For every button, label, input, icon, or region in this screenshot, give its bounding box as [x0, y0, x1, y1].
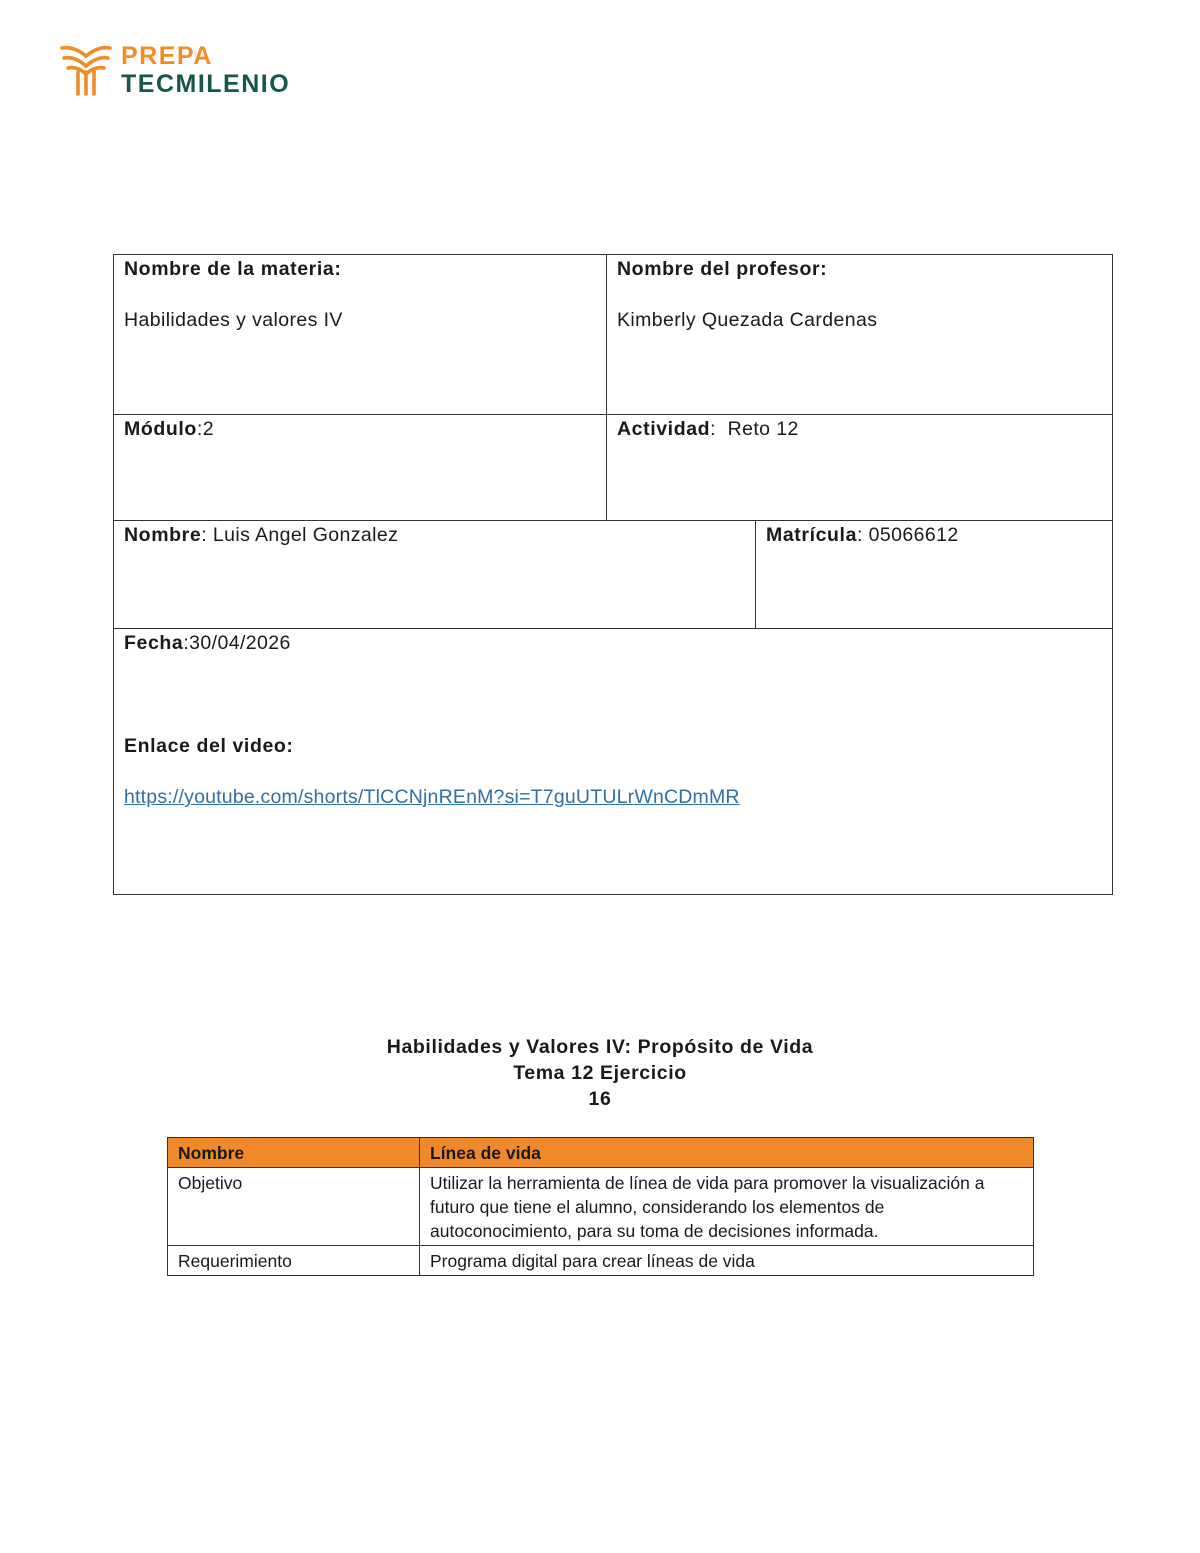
table-row	[168, 1246, 1034, 1276]
student-info-table	[113, 254, 1113, 895]
fecha-enlace-cell	[114, 629, 1113, 895]
matricula-value: : 05066612	[857, 524, 959, 546]
nombre-label: Nombre	[124, 524, 202, 546]
info-row-materia-profesor	[114, 255, 1113, 415]
modulo-cell	[114, 415, 607, 521]
profesor-cell	[607, 255, 1113, 415]
profesor-label: Nombre del profesor:	[617, 258, 828, 280]
actividad-value: : Reto 12	[710, 418, 799, 440]
info-row-modulo-actividad	[114, 415, 1113, 521]
matricula-cell	[756, 521, 1113, 629]
modulo-label: Módulo	[124, 418, 197, 440]
nombre-cell	[114, 521, 756, 629]
document-title	[0, 1034, 1200, 1112]
info-row-nombre-matricula	[114, 521, 1113, 629]
actividad-cell	[607, 415, 1113, 521]
logo-text-prepa: PREPA	[121, 42, 213, 70]
activity-header-row	[168, 1138, 1034, 1168]
logo-text-tecmilenio: TECMILENIO	[121, 70, 291, 98]
table-row	[168, 1168, 1034, 1246]
fecha-label: Fecha	[124, 632, 184, 654]
profesor-value: Kimberly Quezada Cardenas	[617, 309, 878, 331]
activity-header-nombre: Nombre	[168, 1138, 420, 1168]
title-line-1: Habilidades y Valores IV: Propósito de Vida	[386, 1036, 814, 1058]
materia-label: Nombre de la materia:	[124, 258, 342, 280]
video-link[interactable]: https://youtube.com/shorts/TlCCNjnREnM?si=T7guUTULrWnCDmMR	[124, 786, 740, 808]
enlace-label: Enlace del video:	[124, 735, 294, 757]
prepa-tecmilenio-logo	[60, 42, 320, 98]
requerimiento-label: Requerimiento	[168, 1246, 420, 1276]
requerimiento-value: Programa digital para crear líneas de vida	[420, 1246, 1034, 1276]
title-line-2: Tema 12 Ejercicio	[513, 1062, 687, 1084]
materia-cell	[114, 255, 607, 415]
tecmilenio-emblem-icon	[60, 42, 112, 96]
modulo-value: :2	[196, 418, 214, 440]
actividad-label: Actividad	[617, 418, 711, 440]
materia-value: Habilidades y valores IV	[124, 309, 343, 331]
fecha-value: :30/04/2026	[183, 632, 291, 654]
nombre-value: : Luis Angel Gonzalez	[201, 524, 399, 546]
title-line-3: 16	[588, 1088, 612, 1110]
objetivo-value: Utilizar la herramienta de línea de vida para promover la visualización a futuro que tiene el alumno, considerando los elementos de autoconocimiento, para su toma de decisiones informada.	[420, 1168, 1034, 1246]
activity-header-linea-de-vida: Línea de vida	[420, 1138, 1034, 1168]
activity-table	[167, 1137, 1034, 1276]
info-row-fecha-enlace	[114, 629, 1113, 895]
matricula-label: Matrícula	[766, 524, 858, 546]
objetivo-label: Objetivo	[168, 1168, 420, 1246]
